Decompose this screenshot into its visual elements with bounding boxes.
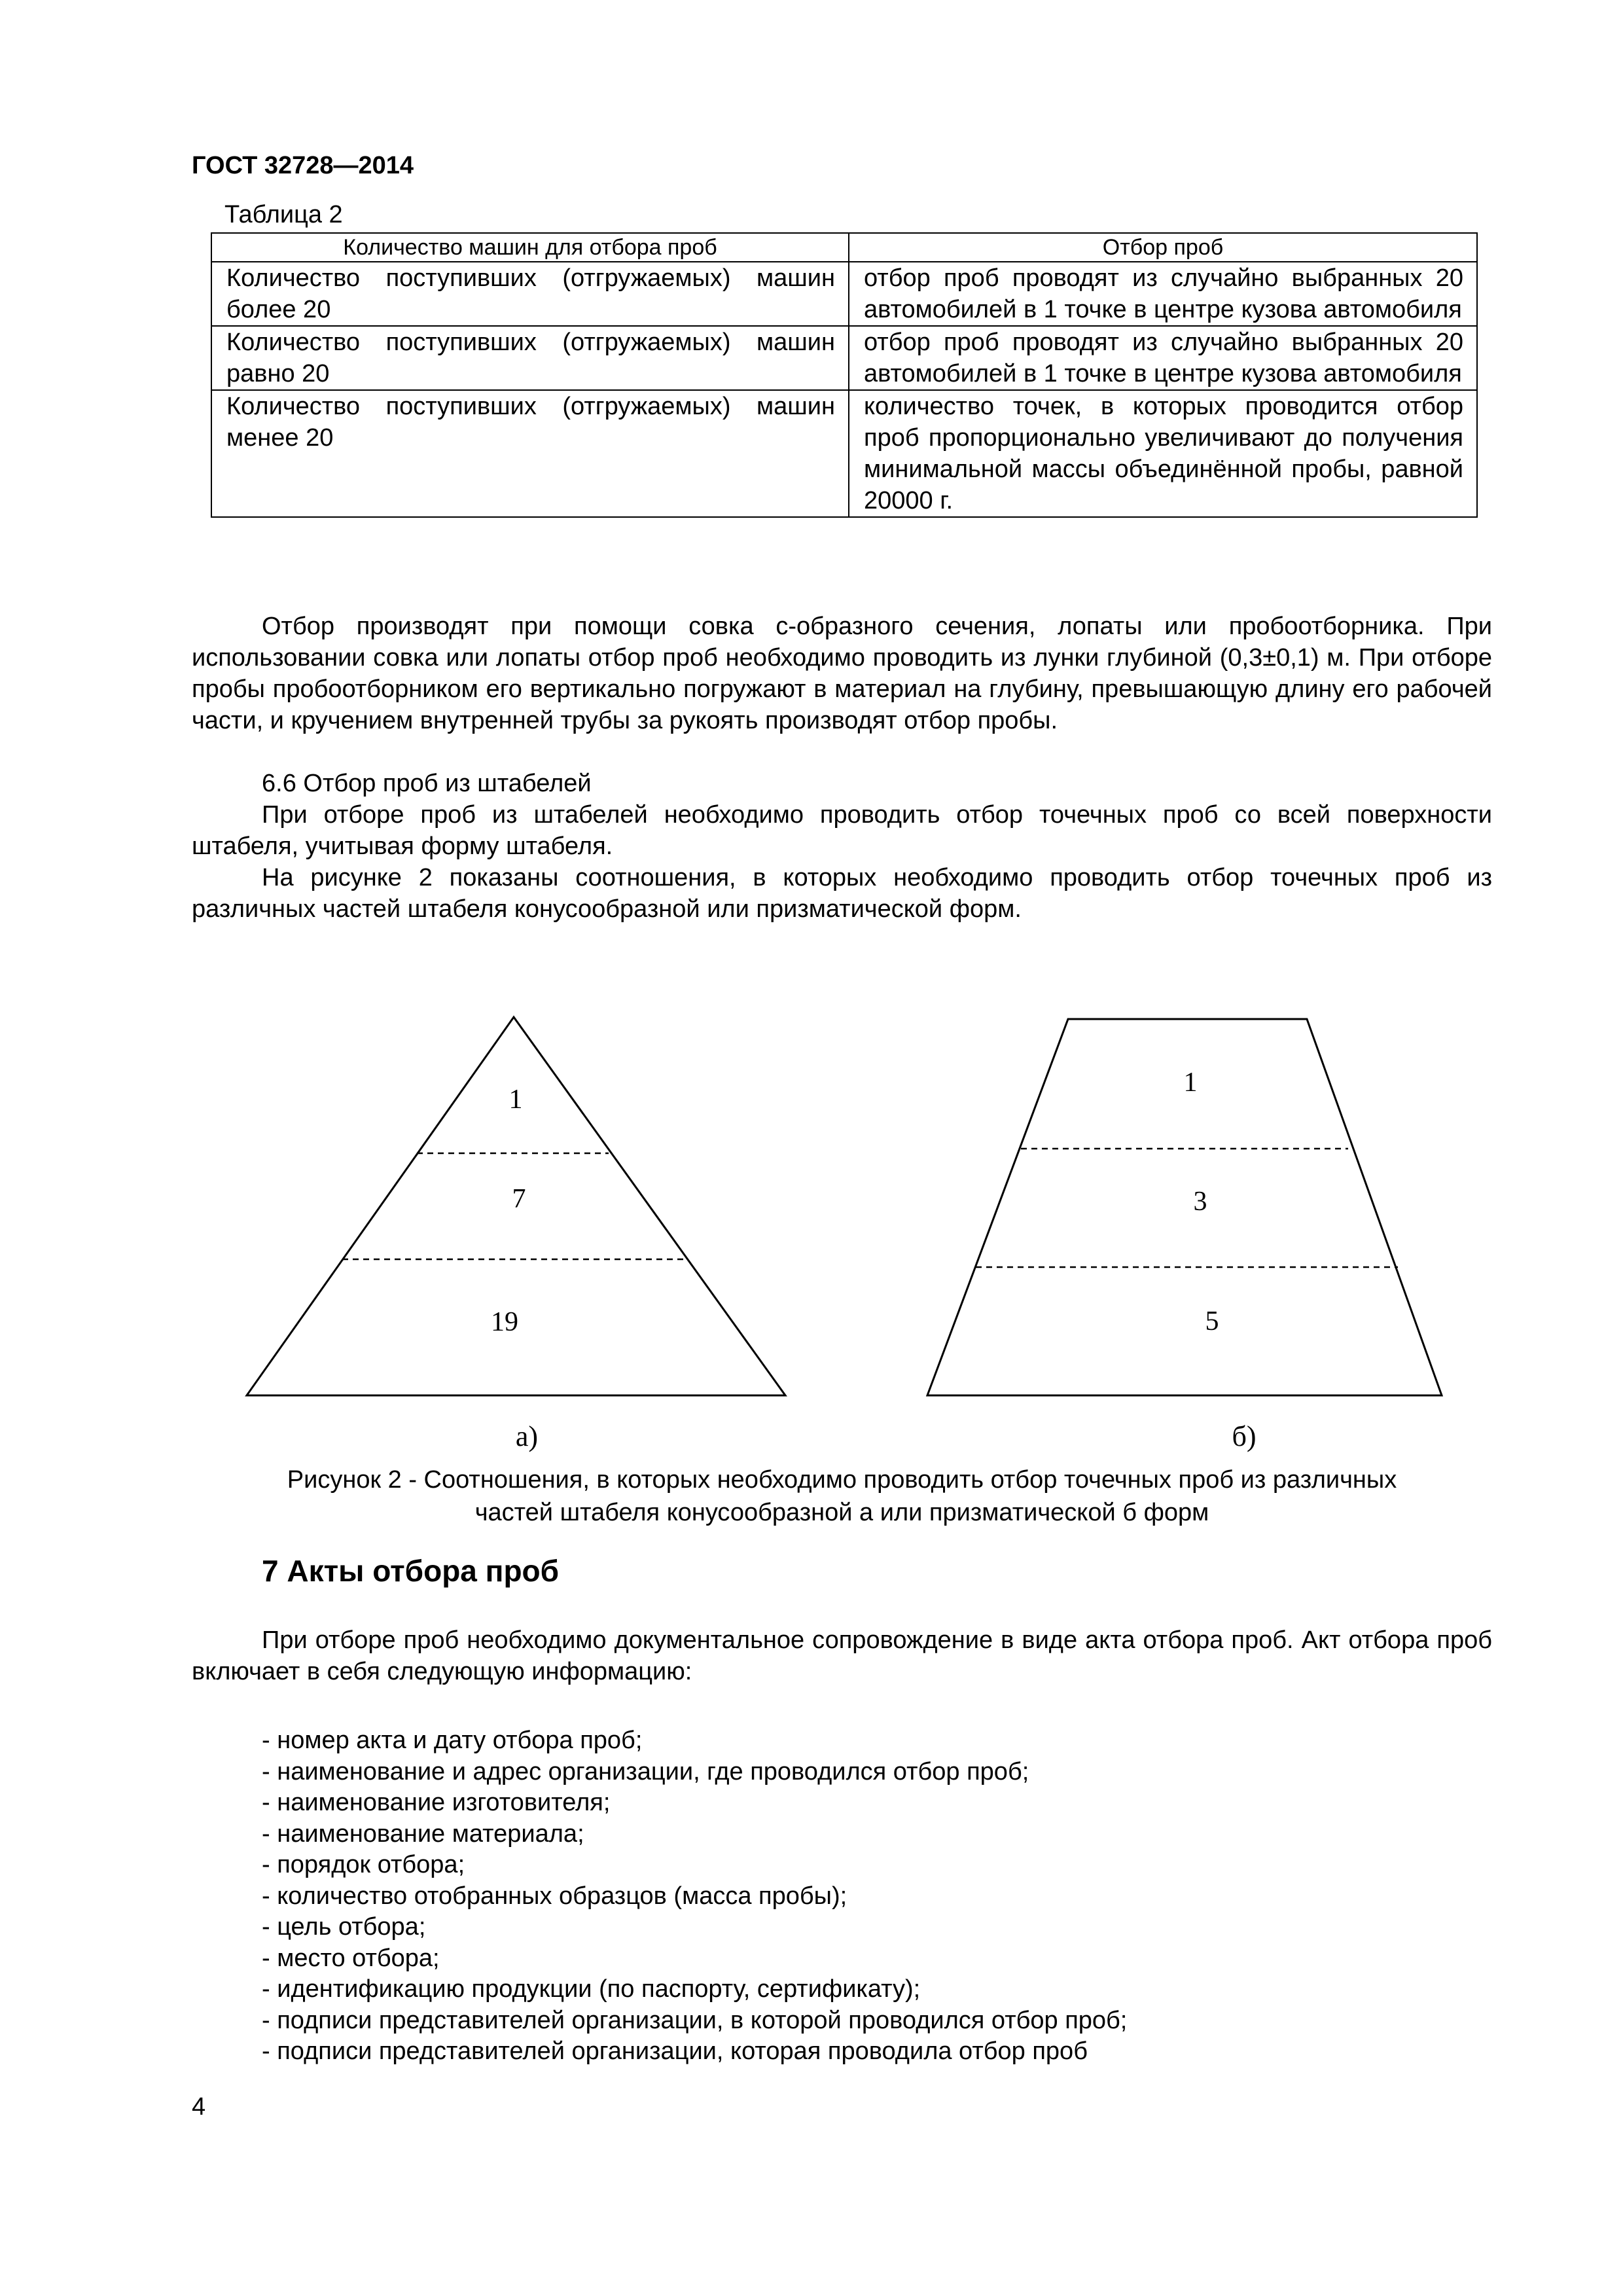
list-item: - номер акта и дату отбора проб;: [262, 1727, 643, 1754]
list-item: - количество отобранных образцов (масса пробы);: [262, 1882, 847, 1910]
section-7-title: 7 Акты отбора проб: [262, 1554, 560, 1588]
list-item: - цель отбора;: [262, 1913, 426, 1941]
table-cell: Количество поступивших (отгружаемых) машин менее 20: [211, 390, 849, 517]
cone-zone-top-label: 1: [508, 1085, 523, 1115]
act-contents-list: [262, 1725, 1127, 2068]
figure-2-drawing: [0, 982, 1623, 1479]
table-caption: Таблица 2: [224, 201, 343, 228]
list-item: - наименование и адрес организации, где проводился отбор проб;: [262, 1757, 1029, 1785]
figure-caption: [192, 1463, 1492, 1529]
prism-zone-bottom-label: 5: [1205, 1306, 1219, 1336]
table-header-row: [211, 233, 1477, 262]
page-number: 4: [192, 2093, 206, 2121]
list-item: - место отбора;: [262, 1944, 440, 1972]
cone-subfigure-label: а): [515, 1420, 539, 1452]
sampling-table: [211, 232, 1478, 518]
list-item: - подписи представителей организации, которая проводила отбор проб: [262, 2037, 1088, 2065]
cone-zone-middle-label: 7: [512, 1184, 526, 1214]
list-item: - наименование материала;: [262, 1820, 584, 1848]
cone-zone-bottom-label: 19: [491, 1307, 518, 1337]
table-cell: отбор проб проводят из случайно выбранных 20 автомобилей в 1 точке в центре кузова автомобиля: [849, 262, 1477, 326]
list-item: - подписи представителей организации, в которой проводился отбор проб;: [262, 2006, 1128, 2034]
table-cell: Количество поступивших (отгружаемых) машин более 20: [211, 262, 849, 326]
list-item: - наименование изготовителя;: [262, 1789, 611, 1816]
list-item: - порядок отбора;: [262, 1851, 465, 1878]
table-row: [211, 326, 1477, 390]
paragraph-figure-reference: На рисунке 2 показаны соотношения, в которых необходимо проводить отбор точечных проб из различных частей штабеля конусообразной или призматической форм.: [192, 864, 1492, 923]
section-7-intro: При отборе проб необходимо документальное сопровождение в виде акта отбора проб. Акт отбора проб включает в себя следующую информацию:: [192, 1626, 1492, 1685]
cone-diagram: [247, 1017, 785, 1452]
paragraph-sampling-tools: Отбор производят при помощи совка с-образного сечения, лопаты или пробоотборника. При использовании совка или лопаты отбор проб необходимо проводить из лунки глубиной (0,3±0,1) м. При отборе пробы пробоотборником его вертикально погружают в материал на глубину, превышающую длину его рабочей части, и кручением внутренней трубы за рукоять производят отбор пробы.: [192, 613, 1492, 734]
figure-caption-line-1: Рисунок 2 - Соотношения, в которых необходимо проводить отбор точечных проб из различных: [287, 1466, 1397, 1494]
table-cell: количество точек, в которых проводится отбор проб пропорционально увеличивают до получения минимальной массы объединённой пробы, равной 20000 г.: [849, 390, 1477, 517]
figure-2: [0, 982, 1623, 1479]
prism-zone-top-label: 1: [1183, 1067, 1198, 1098]
prism-subfigure-label: б): [1232, 1420, 1257, 1452]
list-item: - идентификацию продукции (по паспорту, сертификату);: [262, 1975, 921, 2003]
figure-caption-line-2: частей штабеля конусообразной а или призматической б форм: [474, 1499, 1209, 1526]
prism-diagram: [927, 1019, 1442, 1452]
table-cell: отбор проб проводят из случайно выбранных 20 автомобилей в 1 точке в центре кузова автомобиля: [849, 326, 1477, 390]
paragraph-stack-sampling: При отборе проб из штабелей необходимо проводить отбор точечных проб со всей поверхности штабеля, учитывая форму штабеля.: [192, 801, 1492, 860]
section-6-6-heading: 6.6 Отбор проб из штабелей: [262, 770, 592, 797]
table-header-cell: Количество машин для отбора проб: [211, 233, 849, 262]
table-header-cell: Отбор проб: [849, 233, 1477, 262]
table-row: [211, 262, 1477, 326]
document-header: ГОСТ 32728—2014: [192, 152, 414, 179]
table-row: [211, 390, 1477, 517]
prism-zone-middle-label: 3: [1193, 1187, 1207, 1217]
table-cell: Количество поступивших (отгружаемых) машин равно 20: [211, 326, 849, 390]
